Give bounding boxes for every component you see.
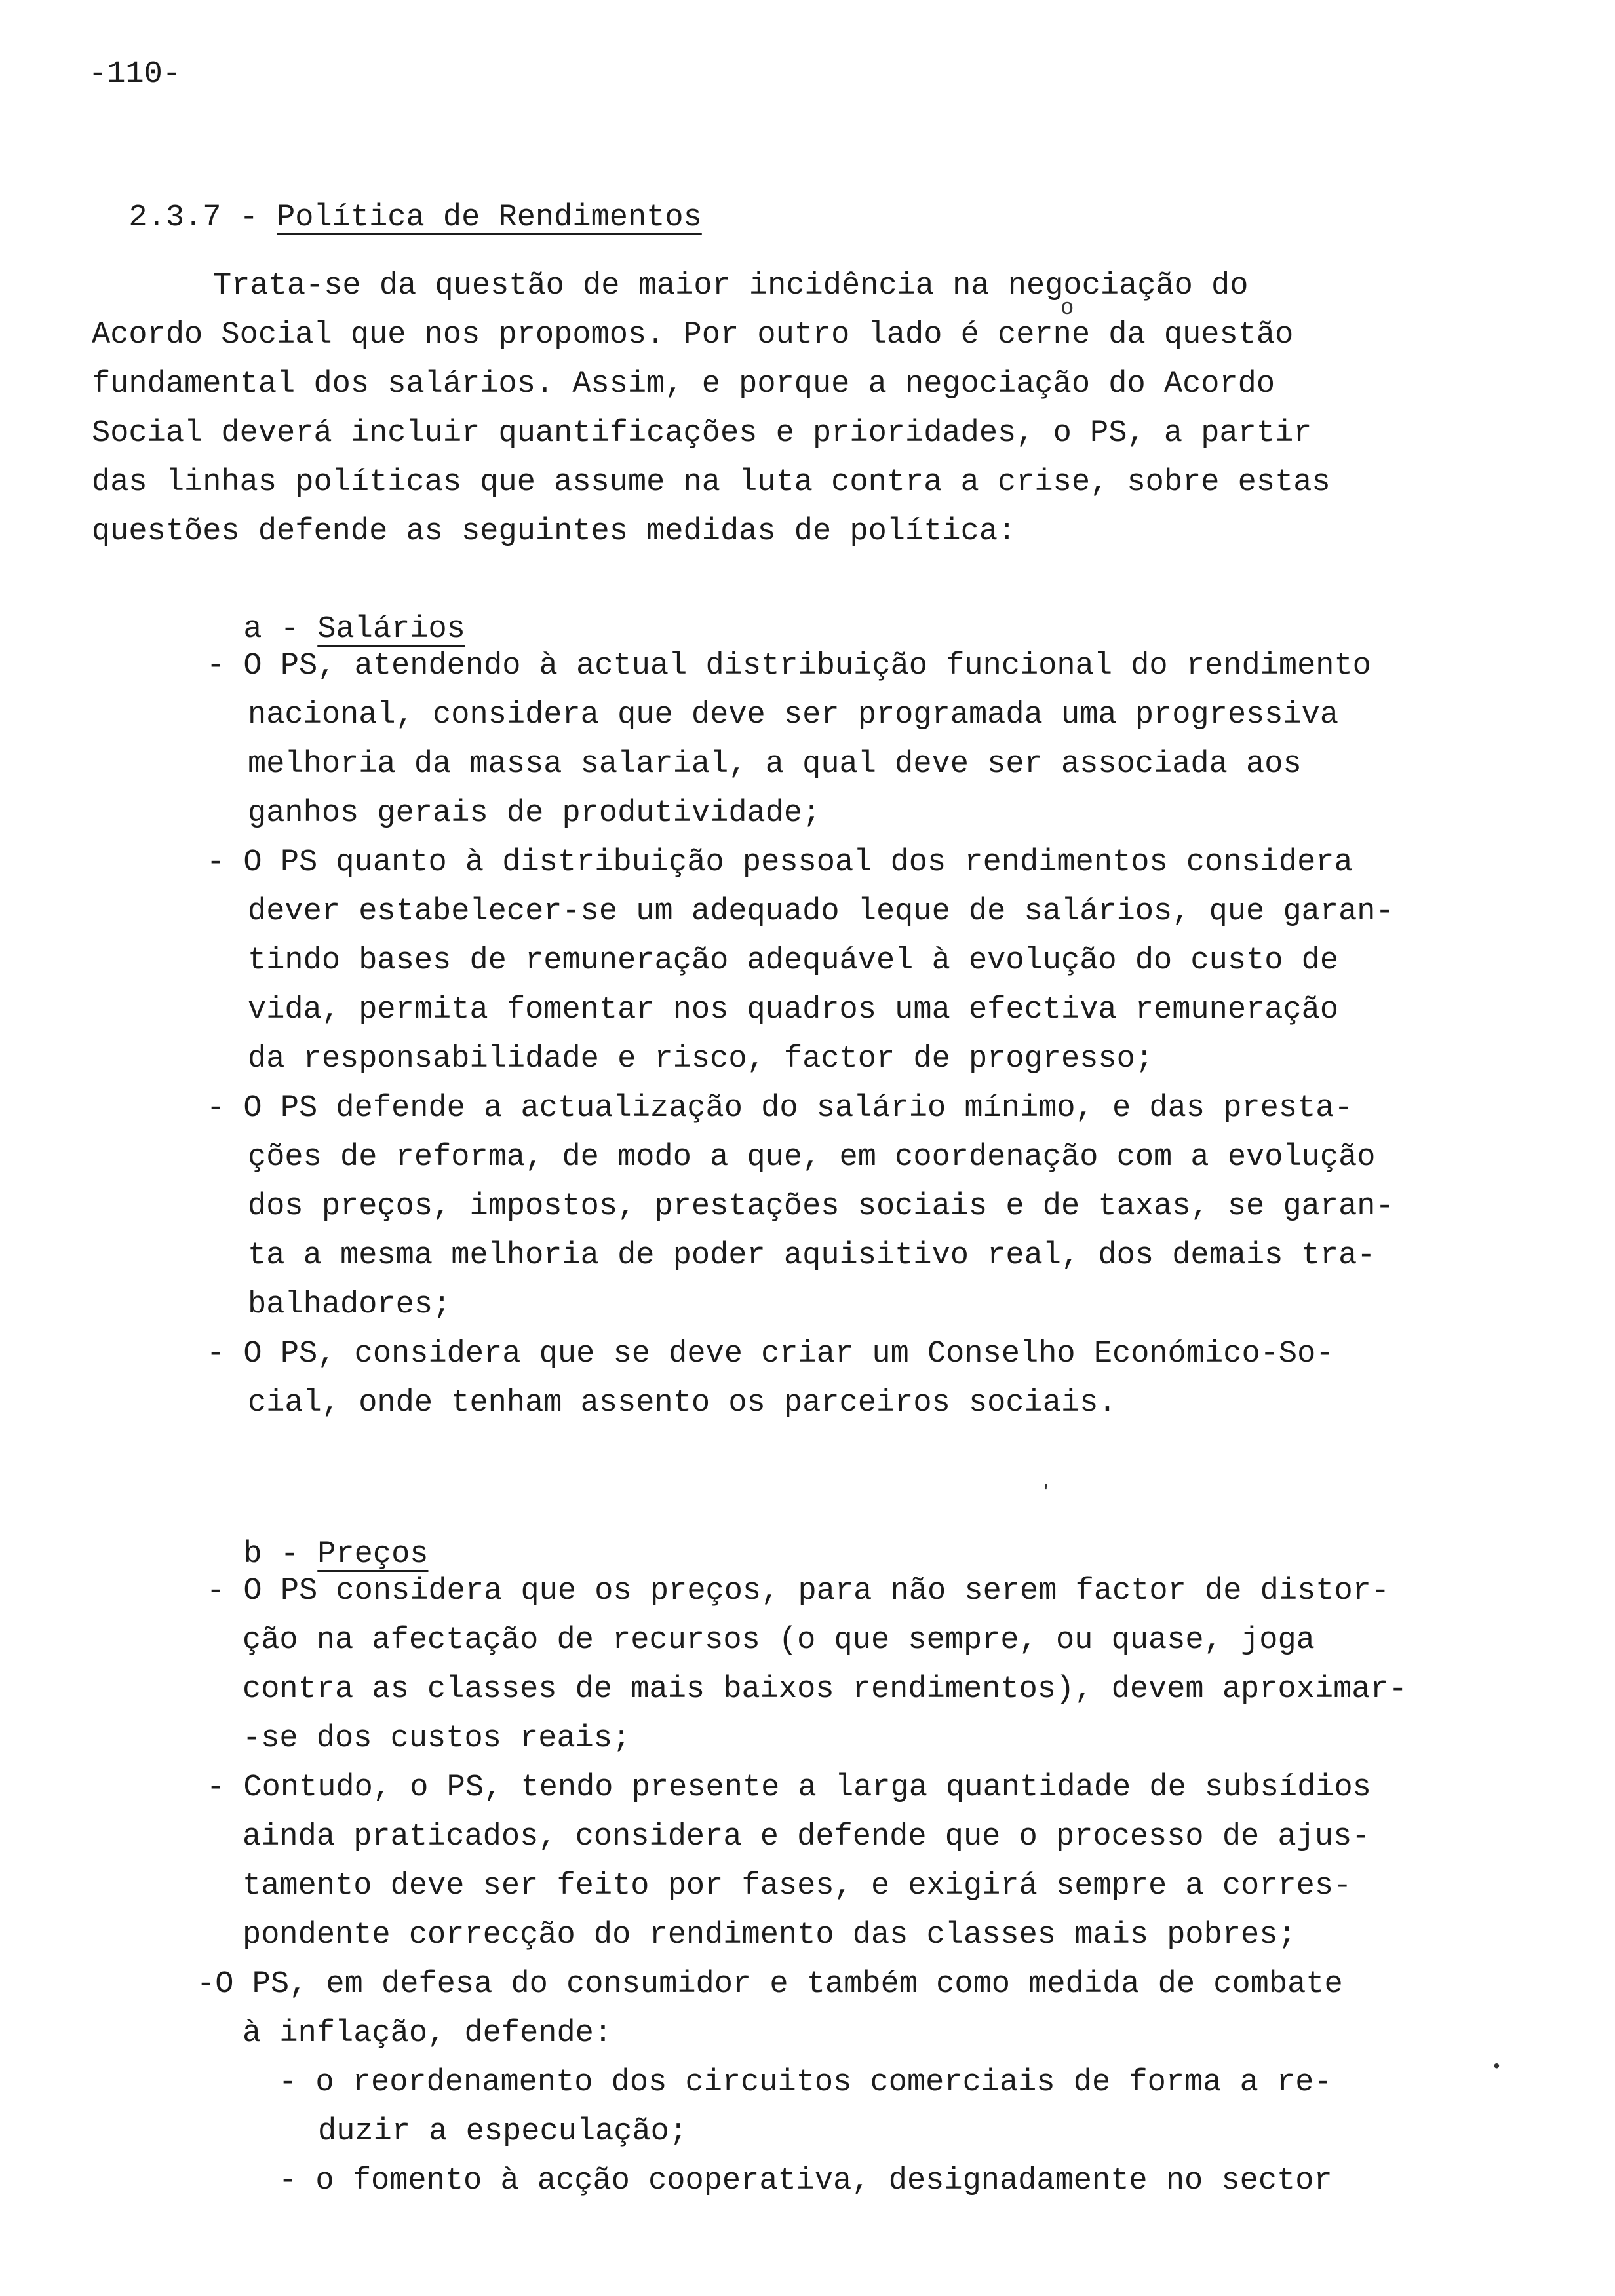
precos-line: -se dos custos reais;: [243, 1721, 631, 1756]
salarios-line: - O PS defende a actualização do salário mínimo, e das presta-: [206, 1091, 1353, 1126]
precos-line: tamento deve ser feito por fases, e exigirá sempre a corres-: [243, 1869, 1352, 1904]
intro-line: questões defende as seguintes medidas de política:: [92, 514, 1017, 549]
stray-mark: ': [1041, 1482, 1051, 1502]
subsection-b-title: Preços: [317, 1537, 429, 1572]
intro-line: Social deverá incluir quantificações e prioridades, o PS, a partir: [92, 416, 1312, 451]
salarios-line: cial, onde tenham assento os parceiros sociais.: [248, 1386, 1117, 1421]
salarios-line: da responsabilidade e risco, factor de progresso;: [248, 1042, 1154, 1077]
handwritten-mark: o: [1060, 296, 1074, 321]
salarios-line: ganhos gerais de produtividade;: [248, 796, 821, 831]
precos-line: duzir a especulação;: [318, 2114, 688, 2149]
salarios-line: tindo bases de remuneração adequável à evolução do custo de: [248, 944, 1339, 978]
precos-line: - o reordenamento dos circuitos comerciais de forma a re-: [279, 2065, 1333, 2100]
salarios-line: dos preços, impostos, prestações sociais e de taxas, se garan-: [248, 1189, 1394, 1224]
subsection-b-heading: [206, 1508, 428, 1570]
subsection-a-prefix: a -: [243, 612, 318, 647]
salarios-line: - O PS quanto à distribuição pessoal dos rendimentos considera: [206, 845, 1353, 880]
section-title: Política de Rendimentos: [277, 201, 702, 235]
salarios-line: melhoria da massa salarial, a qual deve ser associada aos: [248, 747, 1302, 782]
section-number: 2.3.7 -: [128, 201, 277, 235]
stray-mark: •: [1491, 2057, 1502, 2078]
salarios-line: balhadores;: [248, 1288, 452, 1322]
page-number: -110-: [88, 57, 182, 92]
precos-line: -O PS, em defesa do consumidor e também como medida de combate: [197, 1967, 1343, 2002]
subsection-a-title: Salários: [317, 612, 465, 647]
precos-line: contra as classes de mais baixos rendimentos), devem aproximar-: [243, 1672, 1407, 1707]
salarios-line: - O PS, considera que se deve criar um Conselho Económico-So-: [206, 1337, 1334, 1371]
precos-line: à inflação, defende:: [243, 2016, 613, 2051]
intro-line: Trata-se da questão de maior incidência na negociação do: [213, 269, 1249, 303]
intro-line: das linhas políticas que assume na luta contra a crise, sobre estas: [92, 465, 1331, 500]
subsection-b-prefix: b -: [243, 1537, 318, 1572]
intro-line: fundamental dos salários. Assim, e porque a negociação do Acordo: [92, 367, 1275, 402]
salarios-line: dever estabelecer-se um adequado leque de salários, que garan-: [248, 894, 1394, 929]
salarios-line: ções de reforma, de modo a que, em coordenação com a evolução: [248, 1140, 1376, 1175]
precos-line: - Contudo, o PS, tendo presente a larga quantidade de subsídios: [206, 1770, 1371, 1805]
subsection-a-heading: [206, 583, 465, 645]
precos-line: - o fomento à acção cooperativa, designadamente no sector: [279, 2164, 1333, 2198]
intro-line: Acordo Social que nos propomos. Por outro lado é cerne da questão: [92, 318, 1294, 353]
section-heading: [92, 172, 702, 233]
salarios-line: - O PS, atendendo à actual distribuição funcional do rendimento: [206, 649, 1371, 683]
precos-line: - O PS considera que os preços, para não serem factor de distor-: [206, 1574, 1390, 1609]
salarios-line: nacional, considera que deve ser programada uma progressiva: [248, 698, 1339, 733]
salarios-line: vida, permita fomentar nos quadros uma efectiva remuneração: [248, 993, 1339, 1027]
precos-line: pondente correcção do rendimento das classes mais pobres;: [243, 1918, 1296, 1953]
precos-line: ainda praticados, considera e defende que o processo de ajus-: [243, 1820, 1371, 1854]
precos-line: ção na afectação de recursos (o que sempre, ou quase, joga: [243, 1623, 1315, 1658]
salarios-line: ta a mesma melhoria de poder aquisitivo real, dos demais tra-: [248, 1238, 1376, 1273]
